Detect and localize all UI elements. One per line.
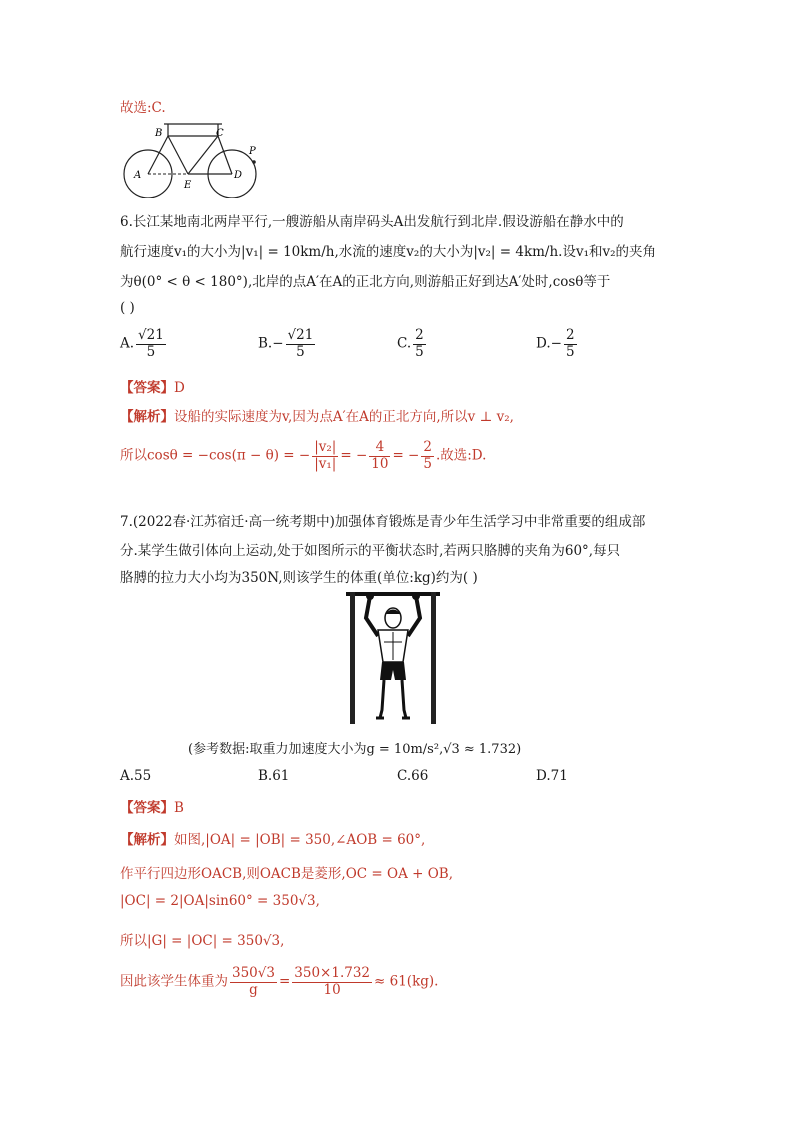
previous-answer-line: 故选:C.: [120, 100, 166, 116]
q7-analysis-line4: 所以|G| = |OC| = 350√3,: [120, 933, 285, 949]
fraction-denominator: g: [249, 981, 258, 998]
fraction-numerator: 350√3: [232, 965, 275, 981]
q7-answer: [120, 796, 184, 816]
q7-option-b: B.61: [258, 768, 290, 784]
analysis-fraction: [230, 966, 277, 998]
option-fraction: [286, 328, 316, 360]
q6-angle-range: 为θ(0° < θ < 180°): [120, 274, 248, 290]
answer-value: D: [174, 380, 185, 396]
analysis-text: =: [278, 973, 291, 990]
analysis-text: = −: [340, 447, 368, 464]
bicycle-figure: [118, 116, 268, 198]
q7-analysis-line1: [120, 828, 425, 848]
fraction-denominator: 10: [323, 981, 341, 998]
option-denominator: 5: [146, 343, 156, 360]
q6-stem-line1: 长江某地南北两岸平行,一艘游船从南岸码头A出发航行到北岸.假设游船在静水中的: [132, 214, 624, 230]
q6-stem-text: 航行速度v₁的大小为: [120, 244, 242, 260]
q7-analysis-line2: 作平行四边形OACB,则OACB是菱形,OC = OA + OB,: [120, 866, 453, 882]
fraction-denominator: 5: [423, 455, 432, 472]
q6-answer: [120, 376, 185, 396]
option-letter: B.: [258, 335, 273, 352]
q7-reference-data: (参考数据:取重力加速度大小为g = 10m/s²,√3 ≈ 1.732): [188, 742, 522, 757]
q6-option-c: [397, 328, 428, 360]
fraction-numerator: 4: [369, 440, 390, 457]
bike-label: A: [134, 170, 142, 181]
fraction-denominator: 10: [371, 455, 389, 472]
fraction-denominator: |v₁|: [314, 455, 337, 472]
analysis-fraction: [421, 440, 434, 472]
option-letter: A.: [120, 335, 135, 352]
option-sign: −: [272, 335, 284, 352]
analysis-text: .故选:D.: [435, 447, 487, 464]
q6-line1: [120, 210, 624, 230]
bike-label: D: [234, 170, 243, 181]
q6-stem-text: ,水流的速度v₂的大小为: [334, 244, 474, 260]
fraction-numerator: |v₂|: [314, 439, 337, 455]
q6-option-a: [120, 328, 168, 360]
q7-number: 7.: [120, 514, 133, 530]
q7-option-c: C.66: [397, 768, 429, 784]
q6-paren: ( ): [120, 300, 135, 316]
q6-line3: [120, 270, 610, 290]
analysis-text: 所以cosθ = −cos(π − θ) = −: [120, 447, 311, 464]
q6-line2: [120, 240, 656, 260]
analysis-text: = −: [392, 447, 420, 464]
option-fraction: [564, 328, 577, 360]
q7-line2: 分.某学生做引体向上运动,处于如图所示的平衡状态时,若两只胳膊的夹角为60°,每只: [120, 543, 621, 559]
q6-stem-text: ,北岸的点A′在A的正北方向,则游船正好到达A′处时,cosθ等于: [247, 274, 611, 290]
analysis-label: 【解析】: [120, 409, 174, 425]
bike-label: E: [184, 180, 192, 191]
q6-option-d: [536, 328, 579, 360]
answer-label: 【答案】: [120, 800, 174, 816]
q6-number: 6.: [120, 214, 133, 230]
bike-label: P: [249, 146, 256, 157]
q7-option-d: D.71: [536, 768, 568, 784]
q7-line3: 胳膊的拉力大小均为350N,则该学生的体重(单位:kg)约为( ): [120, 570, 478, 586]
q6-stem-text: .设v₁和v₂的夹角: [558, 244, 657, 260]
q7-option-a: A.55: [120, 768, 152, 784]
analysis-text: 如图,|OA| = |OB| = 350,∠AOB = 60°,: [174, 832, 426, 848]
option-letter: C.: [397, 335, 412, 352]
option-fraction: [413, 328, 426, 360]
q6-speed-v2: |v₂| = 4km/h: [473, 244, 559, 260]
option-sign: −: [550, 335, 562, 352]
q7-analysis-line5: [120, 966, 438, 998]
option-fraction: [136, 328, 166, 360]
analysis-label: 【解析】: [120, 832, 174, 848]
analysis-fraction: [369, 440, 390, 472]
option-numerator: 2: [415, 327, 424, 343]
analysis-fraction: [312, 440, 338, 472]
analysis-text: 设船的实际速度为v,因为点A′在A的正北方向,所以v ⊥ v₂,: [174, 409, 514, 425]
pull-up-figure: [340, 588, 444, 728]
fraction-numerator: 2: [423, 439, 432, 455]
q6-option-b: [258, 328, 317, 360]
option-denominator: 5: [565, 343, 575, 360]
option-numerator: 2: [565, 327, 575, 343]
analysis-text: ≈ 61(kg).: [374, 973, 439, 990]
option-denominator: 5: [296, 343, 305, 360]
fraction-numerator: 350×1.732: [294, 965, 371, 981]
option-numerator: √21: [287, 327, 314, 343]
q6-analysis-line2: [120, 440, 486, 472]
option-numerator: √21: [138, 327, 164, 343]
q7-line1: [120, 510, 645, 530]
analysis-text: 因此该学生体重为: [120, 973, 228, 990]
q7-analysis-line3: |OC| = 2|OA|sin60° = 350√3,: [120, 893, 320, 909]
bike-label: B: [155, 128, 163, 139]
option-letter: D.: [536, 335, 551, 352]
answer-value: B: [174, 800, 184, 816]
q6-analysis-line1: [120, 405, 514, 425]
q7-stem-line1: (2022春·江苏宿迁·高一统考期中)加强体育锻炼是青少年生活学习中非常重要的组成部: [132, 514, 646, 530]
q6-speed-v1: |v₁| = 10km/h: [241, 244, 335, 260]
answer-label: 【答案】: [120, 380, 174, 396]
analysis-fraction: [292, 966, 372, 998]
bike-label: C: [216, 128, 224, 139]
option-denominator: 5: [415, 343, 424, 360]
